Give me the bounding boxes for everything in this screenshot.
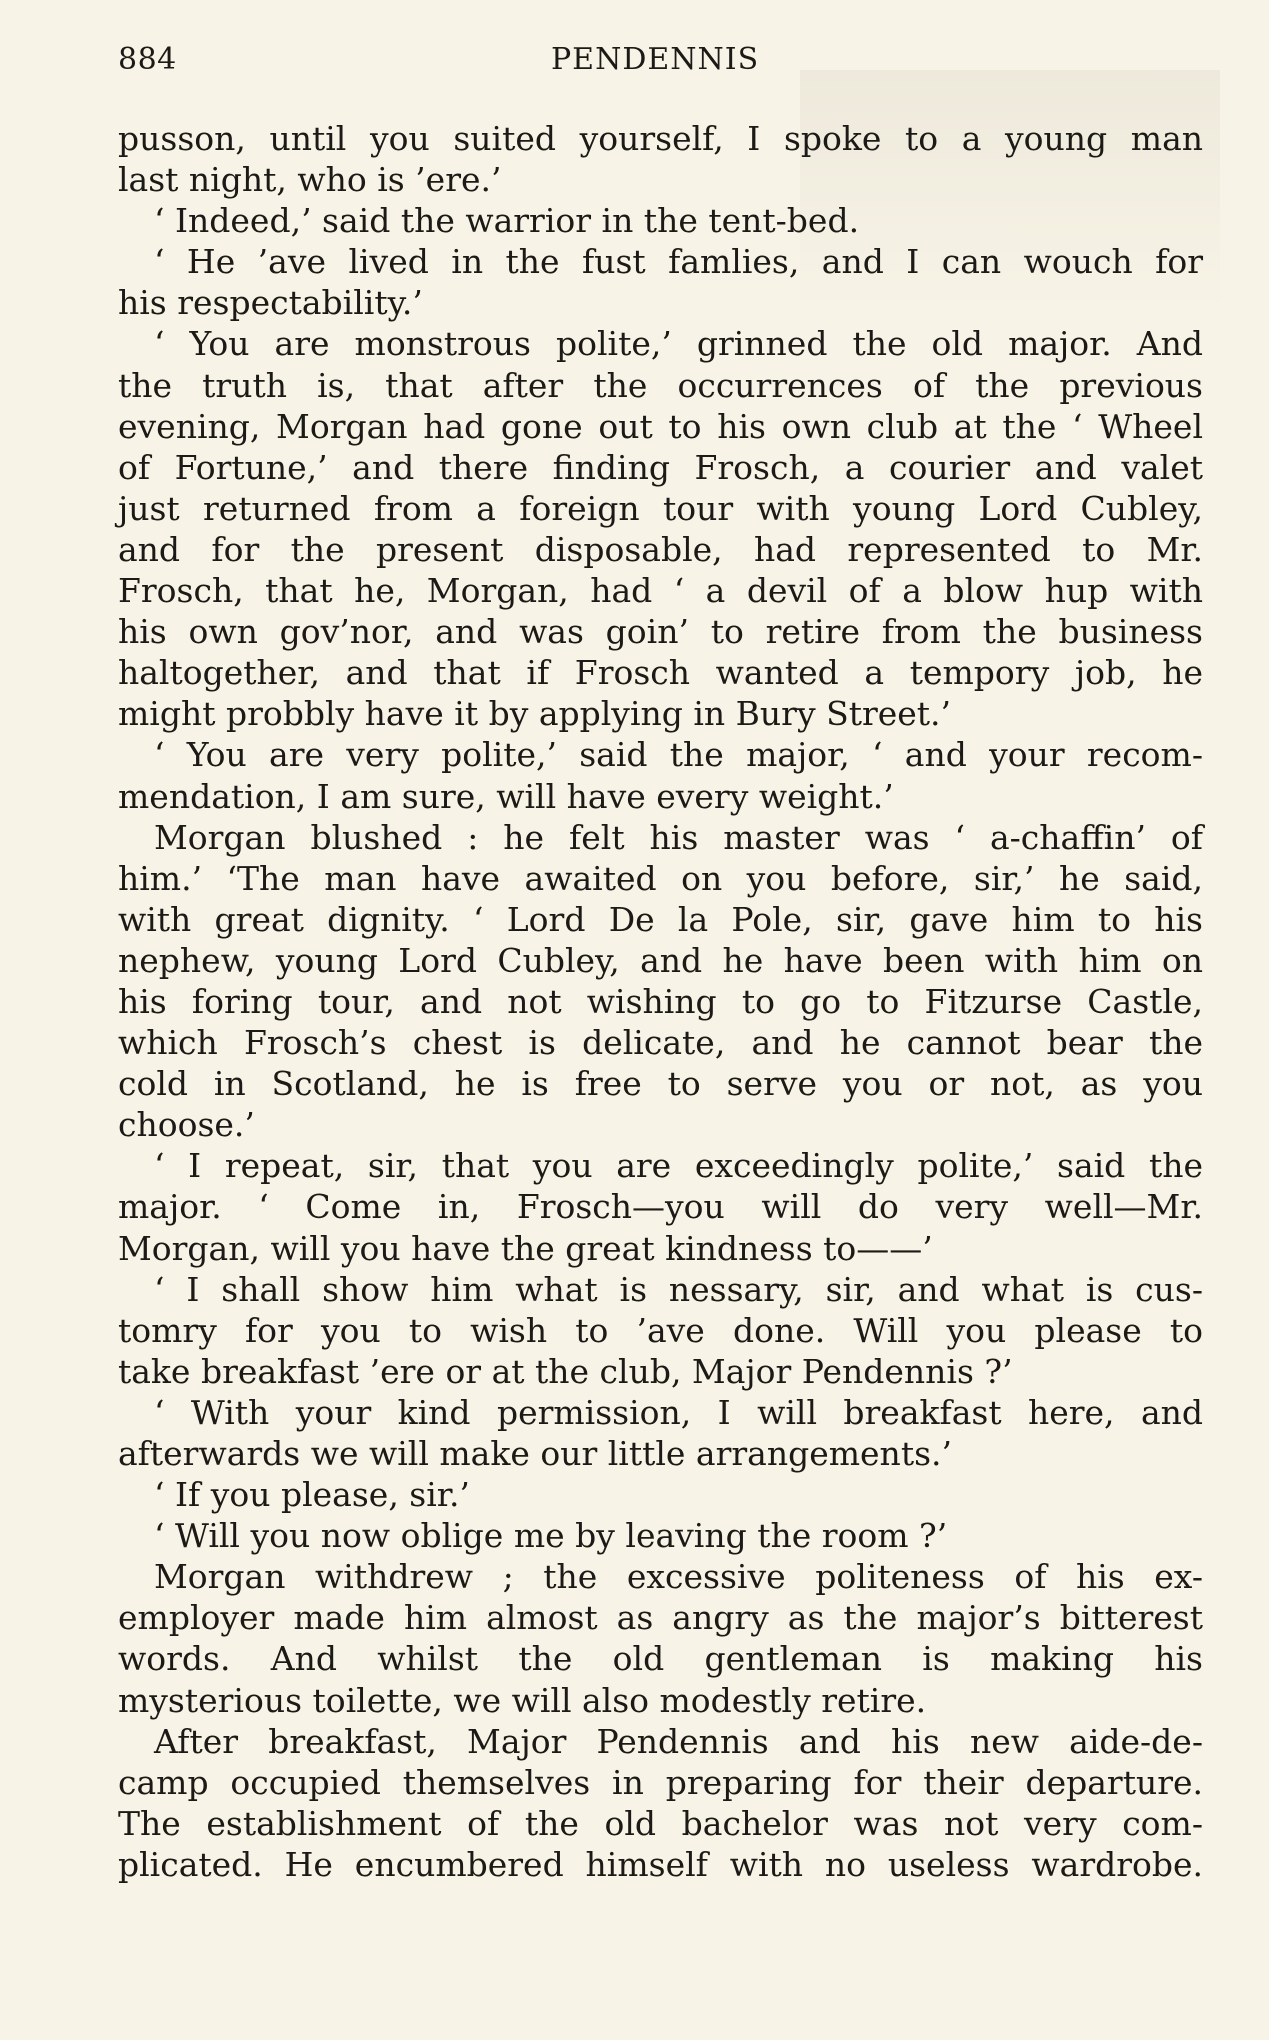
text-line: cold in Scotland, he is free to serve you or not, as you [118,1064,1203,1104]
text-line: the truth is, that after the occurrences of the previous [118,365,1203,405]
text-line: pusson, until you suited yourself, I spoke to a young man [118,119,1203,158]
text-line: and for the present disposable, had represented to Mr. [118,529,1203,569]
text-line: After breakfast, Major Pendennis and his new aide-de- [154,1721,1203,1761]
text-line: choose.’ [118,1105,255,1145]
text-line: just returned from a foreign tour with young Lord Cubley, [118,488,1203,528]
text-line: ‘ He ’ave lived in the fust famlies, and I can wouch for [154,242,1203,282]
text-line: Morgan, will you have the great kindness to——’ [118,1228,933,1268]
text-line: The establishment of the old bachelor was not very com- [118,1803,1203,1843]
text-line: his foring tour, and not wishing to go to Fitzurse Castle, [118,981,1203,1021]
text-line: ‘ Will you now oblige me by leaving the room ?’ [154,1516,948,1556]
text-line: his respectability.’ [118,283,423,323]
text-line: mysterious toilette, we will also modestly retire. [118,1680,927,1720]
text-line: major. ‘ Come in, Frosch—you will do very well—Mr. [118,1187,1203,1227]
text-line: Morgan withdrew ; the excessive politeness of his ex- [154,1557,1203,1597]
text-line: his own gov’nor, and was goin’ to retire from the business [118,612,1203,652]
text-line: employer made him almost as angry as the major’s bitterest [118,1598,1203,1638]
page-header [118,42,1203,82]
running-head: PENDENNIS [551,42,760,77]
text-line: nephew, young Lord Cubley, and he have been with him on [118,940,1203,980]
text-line: which Frosch’s chest is delicate, and he cannot bear the [118,1023,1203,1063]
text-line: mendation, I am sure, will have every weight.’ [118,776,894,816]
text-line: him.’ ‘The man have awaited on you before, sir,’ he said, [118,858,1203,898]
text-line: haltogether, and that if Frosch wanted a tempory job, he [118,653,1203,693]
page-number: 884 [118,42,177,77]
text-line: Morgan blushed : he felt his master was ‘ a-chaffin’ of [154,817,1203,857]
text-line: afterwards we will make our little arrangements.’ [118,1434,952,1473]
text-line: ‘ With your kind permission, I will breakfast here, and [154,1392,1203,1432]
text-line: ‘ If you please, sir.’ [154,1475,470,1515]
text-line: might probbly have it by applying in Bury Street.’ [118,694,952,734]
text-line: ‘ Indeed,’ said the warrior in the tent-bed. [154,201,860,241]
text-line: take breakfast ’ere or at the club, Major Pendennis ?’ [118,1351,1013,1391]
body-text [118,118,1203,1885]
text-line: tomry for you to wish to ’ave done. Will you please to [118,1310,1203,1350]
text-line: camp occupied themselves in preparing for their departure. [118,1762,1203,1802]
text-line: words. And whilst the old gentleman is making his [118,1639,1203,1679]
text-line: ‘ I repeat, sir, that you are exceedingly polite,’ said the [154,1146,1203,1186]
text-line: plicated. He encumbered himself with no useless wardrobe. [118,1844,1203,1884]
text-line: ‘ You are very polite,’ said the major, ‘ and your recom- [154,735,1203,775]
text-line: ‘ I shall show him what is nessary, sir, and what is cus- [154,1269,1203,1309]
text-line: ‘ You are monstrous polite,’ grinned the old major. And [154,324,1203,364]
text-line: last night, who is ’ere.’ [118,160,502,200]
text-line: with great dignity. ‘ Lord De la Pole, sir, gave him to his [118,899,1203,939]
text-line: of Fortune,’ and there finding Frosch, a courier and valet [118,447,1203,487]
text-line: Frosch, that he, Morgan, had ‘ a devil of a blow hup with [118,571,1203,611]
text-line: evening, Morgan had gone out to his own club at the ‘ Wheel [118,406,1203,446]
